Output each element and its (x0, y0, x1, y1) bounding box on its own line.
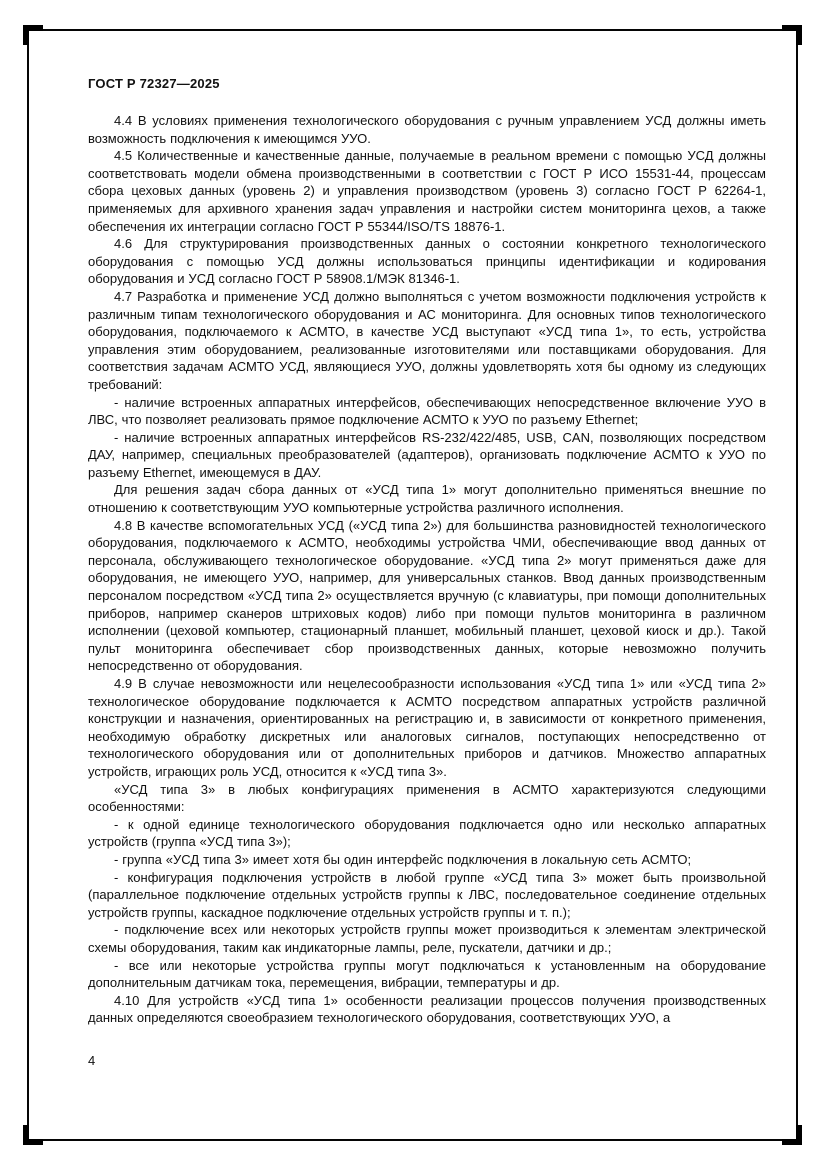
paragraph: 4.7 Разработка и применение УСД должно выполняться с учетом возможности подключения устройств к различным типам технологического оборудования и АС мониторинга. Для основных типов технологического оборудования, подключаемого к АСМТО, в качестве УСД выступают «УСД типа 1», то есть, устройства управления этим оборудованием, реализованные изготовителями или поставщиками оборудования. Для соответствия задачам АСМТО УСД, являющиеся УУО, должны удовлетворять хотя бы одному из следующих требований: (88, 288, 766, 392)
paragraph: «УСД типа 3» в любых конфигурациях применения в АСМТО характеризуются следующими особенностями: (88, 781, 766, 815)
paragraph: 4.4 В условиях применения технологического оборудования с ручным управлением УСД должны иметь возможность подключения к имеющимся УУО. (88, 113, 766, 146)
paragraph: 4.9 В случае невозможности или нецелесообразности использования «УСД типа 1» или «УСД типа 2» технологическое оборудование подключается к АСМТО посредством аппаратных устройств различной конструкции и назначения, ориентированных на регистрацию и, в зависимости от конкретного применения, необходимую обработку дискретных или аналоговых сигналов, поступающих непосредственно от технологического оборудования или от дополнительных приборов и датчиков. Множество аппаратных устройств, играющих роль УСД, относится к «УСД типа 3». (88, 676, 766, 779)
document-number-header: ГОСТ Р 72327—2025 (88, 76, 220, 91)
paragraph: - к одной единице технологического оборудования подключается одно или несколько аппаратных устройств (группа «УСД типа 3»); (88, 816, 766, 850)
paragraph: 4.5 Количественные и качественные данные, получаемые в реальном времени с помощью УСД должны соответствовать модели обмена производственными в соответствии с ГОСТ Р ИСО 15531-44, процессам сбора цеховых данных (уровень 2) и управления производством (уровень 3) согласно ГОСТ Р 62264-1, применяемых для архивного хранения задач управления и настройки систем мониторинга цехов, а также обеспечения их интеграции согласно ГОСТ Р 55344/ISO/TS 18876-1. (88, 148, 766, 234)
paragraph: - подключение всех или некоторых устройств группы может производиться к элементам электрической схемы оборудования, таким как индикаторные лампы, реле, пускатели, датчики и др.; (88, 922, 766, 955)
paragraph: - наличие встроенных аппаратных интерфейсов RS-232/422/485, USB, CAN, позволяющих посредством ДАУ, например, специальных преобразователей (адаптеров), организовать подключение АСМТО к УУО по разъему Ethernet, имеющемуся в ДАУ. (88, 429, 766, 480)
paragraph: - конфигурация подключения устройств в любой группе «УСД типа 3» может быть произвольной (параллельное подключение отдельных устройств группы к ЛВС, последовательное соединение отдельных устройств группы, каскадное подключение отдельных устройств группы и т. п.); (88, 869, 766, 920)
paragraph: 4.8 В качестве вспомогательных УСД («УСД типа 2») для большинства разновидностей технологического оборудования, подключаемого к АСМТО, необходимы устройства ЧМИ, обеспечивающие ввод данных от персонала, обслуживающего технологическое оборудование. «УСД типа 2» могут применяться даже для оборудования, не имеющего УУО, например, для универсальных станков. Ввод данных производственным персоналом посредством «УСД типа 2» осуществляется вручную (с клавиатуры, при помощи дополнительных приборов, например сканеров штриховых кодов) либо при помощи пультов мониторинга в различном исполнении (цеховой компьютер, стационарный планшет, мобильный планшет, цеховой киоск и др.). Такой пульт мониторинга обеспечивает сбор производственных данных, которые невозможно получить непосредственно от оборудования. (88, 517, 766, 674)
paragraph: Для решения задач сбора данных от «УСД типа 1» могут дополнительно применяться внешние по отношению к соответствующим УУО компьютерные устройства различного исполнения. (88, 482, 766, 516)
paragraph: 4.10 Для устройств «УСД типа 1» особенности реализации процессов получения производственных данных определяются своеобразием технологического оборудования, соответствующих УУО, а (88, 992, 766, 1026)
paragraph: 4.6 Для структурирования производственных данных о состоянии конкретного технологического оборудования с помощью УСД должны использоваться принципы идентификации и кодирования оборудования и УСД согласно ГОСТ Р 58908.1/МЭК 81346-1. (88, 236, 766, 287)
page-number: 4 (88, 1053, 96, 1068)
document-body (88, 112, 766, 1027)
paragraph: - все или некоторые устройства группы могут подключаться к установленным на оборудование дополнительным датчикам тока, перемещения, вибрации, температуры и др. (88, 957, 766, 991)
paragraph: - наличие встроенных аппаратных интерфейсов, обеспечивающих непосредственное включение УУО в ЛВС, что позволяет реализовать прямое подключение АСМТО к УУО по разъему Ethernet; (88, 394, 766, 428)
paragraph: - группа «УСД типа 3» имеет хотя бы один интерфейс подключения в локальную сеть АСМТО; (114, 851, 692, 867)
frame-corner-bottom-right (782, 1125, 802, 1145)
frame-corner-top-right (782, 25, 802, 45)
frame-corner-top-left (23, 25, 43, 45)
frame-corner-bottom-left (23, 1125, 43, 1145)
